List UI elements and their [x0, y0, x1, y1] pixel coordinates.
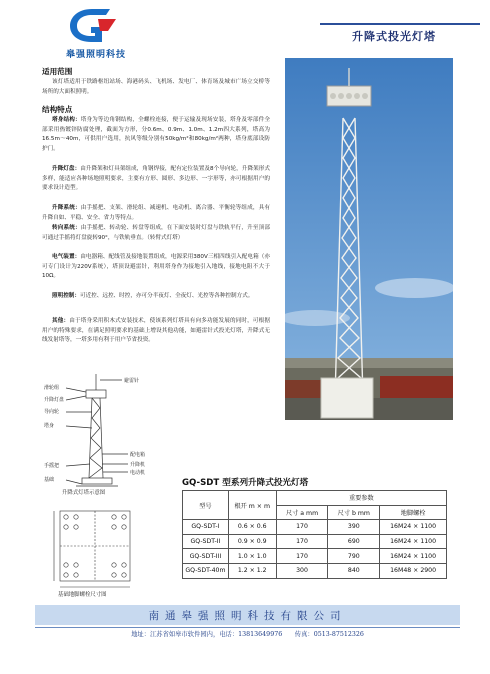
cell-size-b: 790 — [328, 549, 380, 564]
header-size-b: 尺寸 b mm — [328, 505, 380, 520]
footer-company-name: 南通皋强照明科技有限公司 — [148, 610, 347, 622]
usage-paragraph: 该灯塔适用于铁路枢纽站场、海港码头、飞机场、发电厂、体育场及城市广场立交桥等场所的大面积照明。 — [42, 79, 270, 95]
cell-bolt: 16M24 × 1100 — [380, 534, 447, 549]
cell-root: 0.9 × 0.9 — [228, 534, 276, 549]
body-structure-paragraph: 塔身结构：塔身为等边角钢结构，全螺栓连接，便于运输及现场安装，塔身及零部件全部采用热镀锌防腐处理，截面为方形，分0.6m、0.9m、1.0m、1.2m四大系列，塔高为16.5m～40m，可供用户选用，抗风等级分别有50kg/m²和80kg/m²两种，塔身底部设防护门。 — [42, 117, 270, 152]
cell-model: GQ-SDT-40m — [183, 563, 229, 578]
cell-size-a: 300 — [276, 563, 328, 578]
diagram-label-lift-panel: 升降灯盘 — [44, 397, 65, 403]
company-logo-text: 皋强照明科技 — [65, 50, 126, 60]
company-logo — [62, 5, 122, 45]
cell-root: 0.6 × 0.6 — [228, 520, 276, 535]
cell-bolt: 16M24 × 1100 — [380, 520, 447, 535]
table-row — [183, 520, 447, 535]
cell-bolt: 16M24 × 1100 — [380, 549, 447, 564]
diagram-label-motor: 电动机 — [130, 470, 146, 476]
table-row — [183, 534, 447, 549]
table-row — [183, 563, 447, 578]
header-model: 型号 — [183, 491, 229, 520]
tower-diagram-caption: 升降式灯塔示意图 — [62, 490, 106, 496]
cell-model: GQ-SDT-I — [183, 520, 229, 535]
foundation-diagram — [42, 505, 152, 600]
footer-address: 地址：江苏省如皋市软件园内，电话：13813649976 传真：0513-87512326 — [131, 631, 364, 638]
header-key-params: 重要参数 — [276, 491, 446, 506]
diagram-label-lift-machine: 升降机 — [130, 462, 146, 468]
cell-size-a: 170 — [276, 549, 328, 564]
foundation-diagram-caption: 基础地脚螺栓尺寸图 — [58, 592, 107, 598]
cell-model: GQ-SDT-II — [183, 534, 229, 549]
diagram-label-hand-crank: 手摇把 — [44, 463, 60, 469]
diagram-label-pulley: 滑轮组 — [44, 385, 60, 391]
diagram-label-guide-wheel: 导向轮 — [44, 409, 60, 415]
rotate-system-paragraph: 转向系统：由手摇把、转动轮、转盘等组成，在下面安装时灯盘与铁轨平行，升至顶部可通过手摇将灯盘旋转90°，与铁轨垂直。（转臂式灯塔） — [42, 225, 270, 241]
lift-panel-paragraph: 升降灯盘：由升降架和灯具架组成，角钢焊接，配有定位装置及8个导向轮，升降架形式多样，能适应各种场地照明要求，主要有方形、圆形、多边形、一字形等，亦可根据用户的要求设计造型。 — [42, 166, 270, 192]
cell-root: 1.2 × 1.2 — [228, 563, 276, 578]
electric-paragraph: 电气装置：由电器箱、配线管及接地装置组成，电源采用380V三相四线引入配电箱（亦可专门设计为220V系统），塔顶设避雷针，利用塔身作为接地引入地线，接地电阻不大于10Ω。 — [42, 254, 270, 280]
spec-table-title: GQ-SDT 型系列升降式投光灯塔 — [182, 478, 309, 488]
page-title: 升降式投光灯塔 — [352, 30, 436, 43]
cell-bolt: 16M48 × 2900 — [380, 563, 447, 578]
table-row — [183, 549, 447, 564]
header-anchor-bolt: 地脚螺栓 — [380, 505, 447, 520]
cell-size-a: 170 — [276, 520, 328, 535]
other-paragraph: 其他：由于塔身采用积木式安装技术，使该系列灯塔具有向多功能发展的同时，可根据用户的特殊要求，在满足照明要求的基础上增设其他功能，如避雷针式投光灯塔，升降式无线发射塔等，一塔多用有利于用户节省投资。 — [42, 318, 270, 344]
cell-size-b: 690 — [328, 534, 380, 549]
header-root-spacing: 根开 m × m — [228, 491, 276, 520]
cell-root: 1.0 × 1.0 — [228, 549, 276, 564]
cell-size-a: 170 — [276, 534, 328, 549]
diagram-label-tower-body: 塔身 — [44, 423, 55, 429]
tower-diagram — [42, 368, 172, 498]
tower-photo — [285, 58, 453, 420]
spec-table — [182, 490, 447, 579]
footer-divider — [35, 627, 460, 628]
lift-system-paragraph: 升降系统：由手摇把、支架、滑轮组、减速机、电动机、离合器、平衡轮等组成，具有升降自如、平稳、安全、省力等特点。 — [42, 205, 270, 221]
diagram-label-distribution-box: 配电箱 — [130, 452, 146, 458]
diagram-label-lightning-rod: 避雷针 — [124, 378, 140, 384]
structure-heading: 结构特点 — [42, 105, 73, 114]
cell-model: GQ-SDT-III — [183, 549, 229, 564]
cell-size-b: 390 — [328, 520, 380, 535]
cell-size-b: 840 — [328, 563, 380, 578]
usage-heading: 适用范围 — [42, 67, 73, 76]
control-paragraph: 照明控制：可近控、远控、时控，亦可分半夜灯、全夜灯、光控等各种控制方式。 — [52, 293, 254, 299]
diagram-label-foundation: 基础 — [44, 477, 55, 483]
header-size-a: 尺寸 a mm — [276, 505, 328, 520]
